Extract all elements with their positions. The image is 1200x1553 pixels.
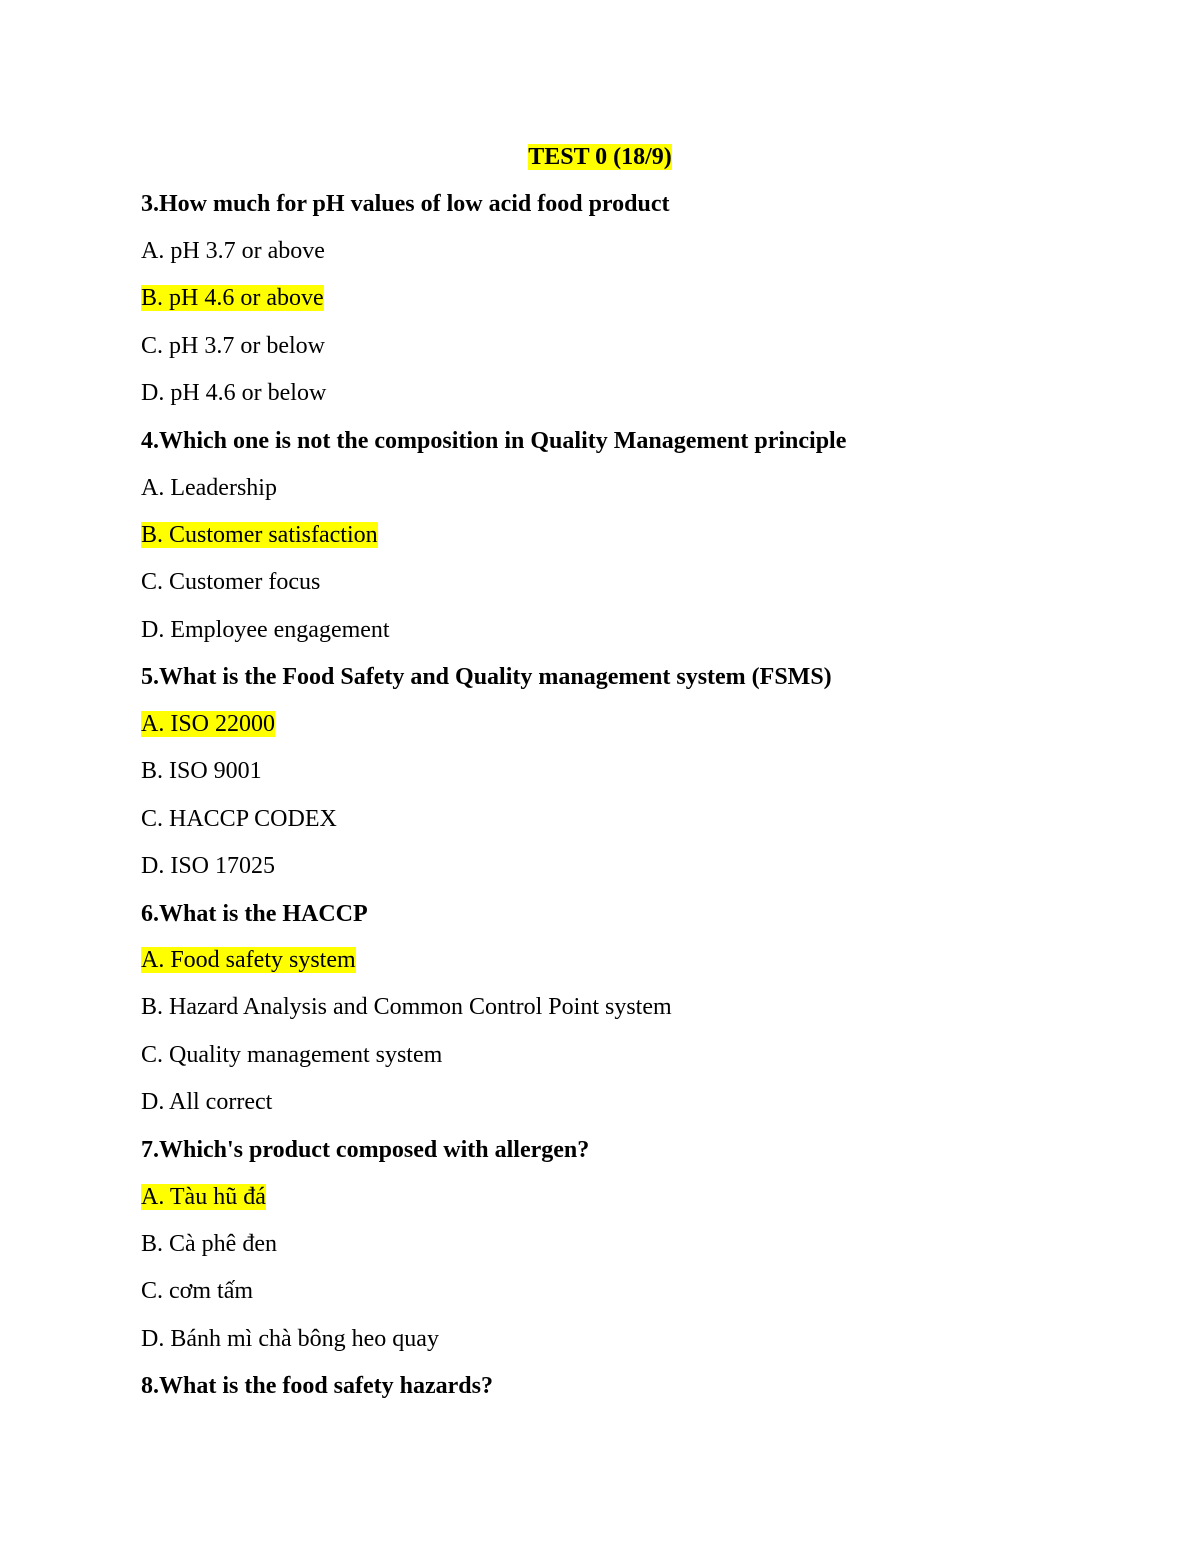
question-6: 6.What is the HACCP xyxy=(141,901,368,927)
question-5-option-c: C. HACCP CODEX xyxy=(141,806,337,832)
question-7-option-c: C. cơm tấm xyxy=(141,1278,254,1304)
question-3-option-d: D. pH 4.6 or below xyxy=(141,380,327,406)
question-7-option-a xyxy=(141,1183,266,1211)
question-5-option-a xyxy=(141,710,275,738)
question-3-option-c: C. pH 3.7 or below xyxy=(141,333,325,359)
question-4-option-c: C. Customer focus xyxy=(141,569,321,595)
question-7-option-d: D. Bánh mì chà bông heo quay xyxy=(141,1326,439,1352)
question-3: 3.How much for pH values of low acid food product xyxy=(141,191,670,217)
question-4: 4.Which one is not the composition in Quality Management principle xyxy=(141,428,847,454)
highlighted-answer: A. Food safety system xyxy=(141,947,356,973)
question-7: 7.Which's product composed with allergen? xyxy=(141,1137,590,1163)
question-3-option-a: A. pH 3.7 or above xyxy=(141,238,325,264)
highlighted-answer: B. Customer satisfaction xyxy=(141,522,378,548)
question-6-option-c: C. Quality management system xyxy=(141,1042,443,1068)
document-title: TEST 0 (18/9) xyxy=(528,144,672,170)
question-4-option-d: D. Employee engagement xyxy=(141,617,390,643)
highlighted-answer: A. ISO 22000 xyxy=(141,711,276,737)
question-3-option-b xyxy=(141,284,324,312)
question-4-option-a: A. Leadership xyxy=(141,475,277,501)
document-title-line xyxy=(0,143,1200,171)
question-7-option-b: B. Cà phê đen xyxy=(141,1231,277,1257)
question-6-option-a xyxy=(141,946,356,974)
question-6-option-d: D. All correct xyxy=(141,1089,273,1115)
question-5-option-b: B. ISO 9001 xyxy=(141,758,262,784)
question-8: 8.What is the food safety hazards? xyxy=(141,1373,493,1399)
highlighted-answer: A. Tàu hũ đá xyxy=(141,1184,266,1210)
highlighted-answer: B. pH 4.6 or above xyxy=(141,285,324,311)
question-5: 5.What is the Food Safety and Quality management system (FSMS) xyxy=(141,664,832,690)
question-6-option-b: B. Hazard Analysis and Common Control Point system xyxy=(141,994,672,1020)
question-5-option-d: D. ISO 17025 xyxy=(141,853,276,879)
question-4-option-b xyxy=(141,521,378,549)
